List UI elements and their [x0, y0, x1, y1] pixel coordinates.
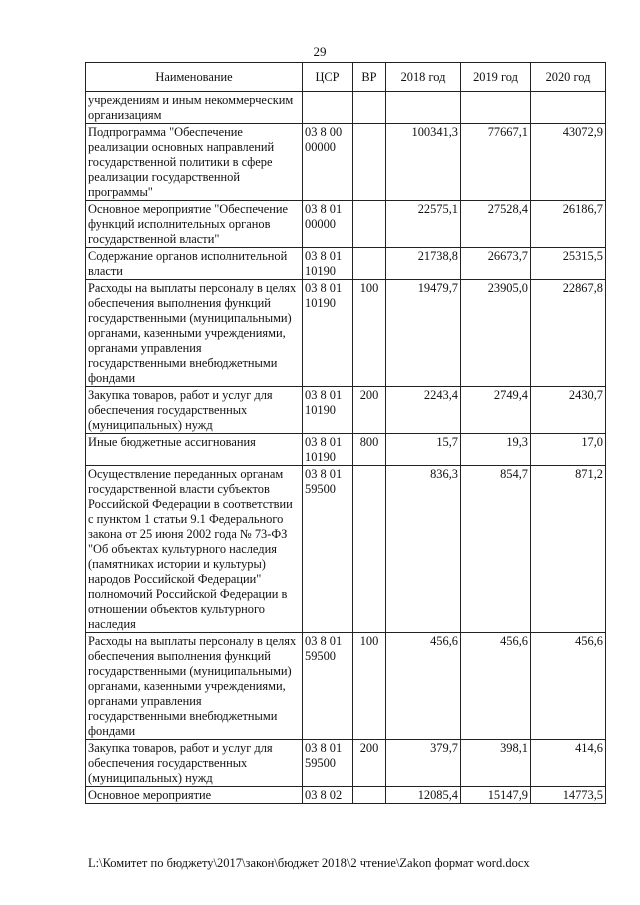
cell-csr: 03 8 01 59500 [303, 633, 353, 740]
cell-name: Подпрограмма "Обеспечение реализации основных направлений государственной политики в сфере реализации государственной программы" [86, 124, 303, 201]
cell-2020: 414,6 [531, 740, 606, 787]
cell-csr: 03 8 01 59500 [303, 740, 353, 787]
cell-2018: 21738,8 [386, 248, 461, 280]
cell-vr [353, 248, 386, 280]
cell-name: Содержание органов исполнительной власти [86, 248, 303, 280]
cell-2018: 22575,1 [386, 201, 461, 248]
header-2018: 2018 год [386, 63, 461, 92]
cell-2019: 27528,4 [461, 201, 531, 248]
cell-vr [353, 201, 386, 248]
cell-name: Основное мероприятие [86, 787, 303, 804]
table-row [86, 280, 606, 387]
cell-csr [303, 92, 353, 124]
header-2019: 2019 год [461, 63, 531, 92]
cell-2019: 456,6 [461, 633, 531, 740]
cell-vr [353, 92, 386, 124]
cell-name: Закупка товаров, работ и услуг для обеспечения государственных (муниципальных) нужд [86, 740, 303, 787]
header-vr: ВР [353, 63, 386, 92]
cell-2018: 379,7 [386, 740, 461, 787]
table-row [86, 124, 606, 201]
cell-vr: 200 [353, 387, 386, 434]
table-row [86, 434, 606, 466]
cell-name: Закупка товаров, работ и услуг для обеспечения государственных (муниципальных) нужд [86, 387, 303, 434]
table-row [86, 740, 606, 787]
budget-table [85, 62, 606, 804]
cell-name: Основное мероприятие "Обеспечение функций исполнительных органов государственной власти" [86, 201, 303, 248]
cell-2020: 14773,5 [531, 787, 606, 804]
cell-vr: 100 [353, 280, 386, 387]
cell-name: Иные бюджетные ассигнования [86, 434, 303, 466]
cell-csr: 03 8 01 59500 [303, 466, 353, 633]
cell-2020: 871,2 [531, 466, 606, 633]
table-row [86, 787, 606, 804]
cell-2019: 26673,7 [461, 248, 531, 280]
cell-2018 [386, 92, 461, 124]
cell-name: Расходы на выплаты персоналу в целях обеспечения выполнения функций государственными (муниципальными) органами, казенными учреждениями, органами управления государственными внебюджетными фондами [86, 633, 303, 740]
footer-file-path: L:\Комитет по бюджету\2017\закон\бюджет 2018\2 чтение\Zakon формат word.docx [88, 856, 530, 870]
cell-vr: 800 [353, 434, 386, 466]
cell-name: Расходы на выплаты персоналу в целях обеспечения выполнения функций государственными (муниципальными) органами, казенными учреждениями, органами управления государственными внебюджетными фондами [86, 280, 303, 387]
cell-vr [353, 787, 386, 804]
cell-2020: 22867,8 [531, 280, 606, 387]
cell-vr [353, 124, 386, 201]
cell-name: учреждениям и иным некоммерческим организациям [86, 92, 303, 124]
cell-2019: 2749,4 [461, 387, 531, 434]
table-row [86, 92, 606, 124]
cell-csr: 03 8 01 10190 [303, 248, 353, 280]
table-header-row [86, 63, 606, 92]
cell-csr: 03 8 01 10190 [303, 434, 353, 466]
table-row [86, 201, 606, 248]
cell-2020: 25315,5 [531, 248, 606, 280]
cell-2020: 456,6 [531, 633, 606, 740]
cell-2019: 854,7 [461, 466, 531, 633]
table-row [86, 248, 606, 280]
cell-csr: 03 8 01 10190 [303, 280, 353, 387]
cell-2018: 19479,7 [386, 280, 461, 387]
cell-2018: 12085,4 [386, 787, 461, 804]
cell-2020: 26186,7 [531, 201, 606, 248]
cell-2020: 43072,9 [531, 124, 606, 201]
cell-vr: 100 [353, 633, 386, 740]
cell-2019 [461, 92, 531, 124]
cell-vr [353, 466, 386, 633]
cell-2018: 456,6 [386, 633, 461, 740]
cell-csr: 03 8 01 00000 [303, 201, 353, 248]
cell-2019: 398,1 [461, 740, 531, 787]
cell-csr: 03 8 01 10190 [303, 387, 353, 434]
cell-2019: 19,3 [461, 434, 531, 466]
cell-vr: 200 [353, 740, 386, 787]
cell-csr: 03 8 00 00000 [303, 124, 353, 201]
cell-2018: 15,7 [386, 434, 461, 466]
table-row [86, 633, 606, 740]
cell-2020: 17,0 [531, 434, 606, 466]
cell-2018: 100341,3 [386, 124, 461, 201]
cell-2020: 2430,7 [531, 387, 606, 434]
cell-2020 [531, 92, 606, 124]
header-name: Наименование [86, 63, 303, 92]
cell-name: Осуществление переданных органам государственной власти субъектов Российской Федерации в соответствии с пунктом 1 статьи 9.1 Федерального закона от 25 июня 2002 года № 73-ФЗ "Об объектах культурного наследия (памятниках истории и культуры) народов Российской Федерации" полномочий Российской Федерации в отношении объектов культурного наследия [86, 466, 303, 633]
cell-2018: 836,3 [386, 466, 461, 633]
cell-csr: 03 8 02 [303, 787, 353, 804]
header-csr: ЦСР [303, 63, 353, 92]
page-number: 29 [313, 44, 327, 59]
table-row [86, 466, 606, 633]
header-2020: 2020 год [531, 63, 606, 92]
cell-2019: 15147,9 [461, 787, 531, 804]
cell-2018: 2243,4 [386, 387, 461, 434]
cell-2019: 23905,0 [461, 280, 531, 387]
cell-2019: 77667,1 [461, 124, 531, 201]
table-row [86, 387, 606, 434]
